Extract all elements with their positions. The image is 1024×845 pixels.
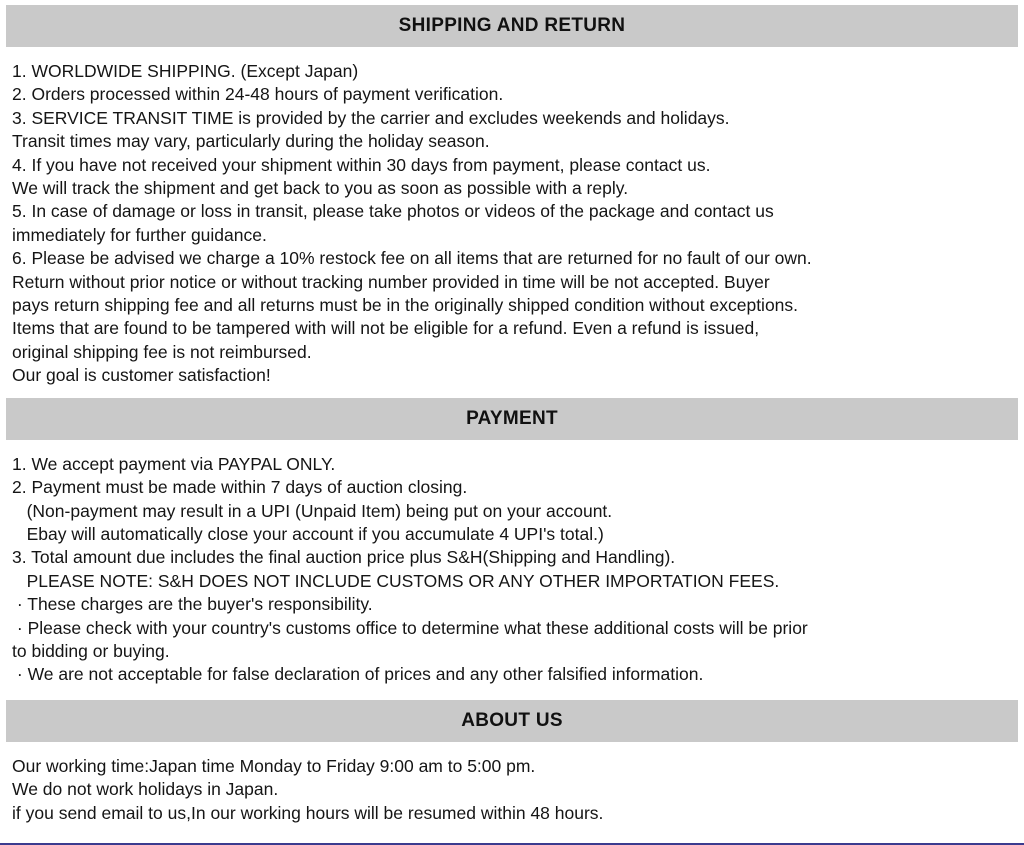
text-line: to bidding or buying. bbox=[12, 640, 170, 661]
text-line: PLEASE NOTE: S&H DOES NOT INCLUDE CUSTOMS OR ANY OTHER IMPORTATION FEES. bbox=[12, 570, 780, 591]
section-body-shipping-and-return bbox=[0, 47, 1024, 398]
text-line: 6. Please be advised we charge a 10% restock fee on all items that are returned for no fault of our own. bbox=[12, 248, 812, 269]
text-line: 1. We accept payment via PAYPAL ONLY. bbox=[12, 453, 336, 474]
section-about-us bbox=[0, 700, 1024, 835]
text-line: immediately for further guidance. bbox=[12, 224, 267, 245]
section-header-about-us: ABOUT US bbox=[6, 700, 1018, 742]
text-line: We do not work holidays in Japan. bbox=[12, 779, 279, 800]
text-line: · Please check with your country's customs office to determine what these additional costs will be prior bbox=[12, 617, 808, 638]
text-line: if you send email to us,In our working hours will be resumed within 48 hours. bbox=[12, 802, 604, 823]
text-line: Items that are found to be tampered with will not be eligible for a refund. Even a refund is issued, bbox=[12, 318, 760, 339]
text-line: Ebay will automatically close your account if you accumulate 4 UPI's total.) bbox=[12, 523, 604, 544]
text-line: Our working time:Japan time Monday to Friday 9:00 am to 5:00 pm. bbox=[12, 755, 536, 776]
text-line: original shipping fee is not reimbursed. bbox=[12, 341, 312, 362]
text-line: (Non-payment may result in a UPI (Unpaid Item) being put on your account. bbox=[12, 500, 613, 521]
text-line: · We are not acceptable for false declaration of prices and any other falsified information. bbox=[12, 664, 704, 685]
text-line: 1. WORLDWIDE SHIPPING. (Except Japan) bbox=[12, 61, 359, 81]
text-line: Transit times may vary, particularly during the holiday season. bbox=[12, 131, 490, 152]
text-line: pays return shipping fee and all returns must be in the originally shipped condition without exceptions. bbox=[12, 295, 799, 316]
section-payment bbox=[0, 398, 1024, 700]
section-header-payment: PAYMENT bbox=[6, 398, 1018, 440]
text-line: Return without prior notice or without tracking number provided in time will be not accepted. Buyer bbox=[12, 271, 770, 292]
text-line: 5. In case of damage or loss in transit, please take photos or videos of the package and contact us bbox=[12, 201, 774, 222]
text-line: 2. Orders processed within 24-48 hours of payment verification. bbox=[12, 84, 504, 105]
text-line: Our goal is customer satisfaction! bbox=[12, 365, 271, 386]
text-line: · These charges are the buyer's responsibility. bbox=[12, 594, 373, 615]
text-line: 2. Payment must be made within 7 days of auction closing. bbox=[12, 477, 468, 498]
section-shipping-and-return bbox=[0, 5, 1024, 398]
section-header-shipping-and-return: SHIPPING AND RETURN bbox=[6, 5, 1018, 47]
text-line: 3. SERVICE TRANSIT TIME is provided by the carrier and excludes weekends and holidays. bbox=[12, 107, 730, 128]
text-line: 4. If you have not received your shipment within 30 days from payment, please contact us. bbox=[12, 154, 711, 175]
section-body-payment bbox=[0, 440, 1024, 700]
text-line: We will track the shipment and get back to you as soon as possible with a reply. bbox=[12, 178, 629, 199]
section-body-about-us bbox=[0, 742, 1024, 835]
text-line: 3. Total amount due includes the final auction price plus S&H(Shipping and Handling). bbox=[12, 547, 676, 568]
